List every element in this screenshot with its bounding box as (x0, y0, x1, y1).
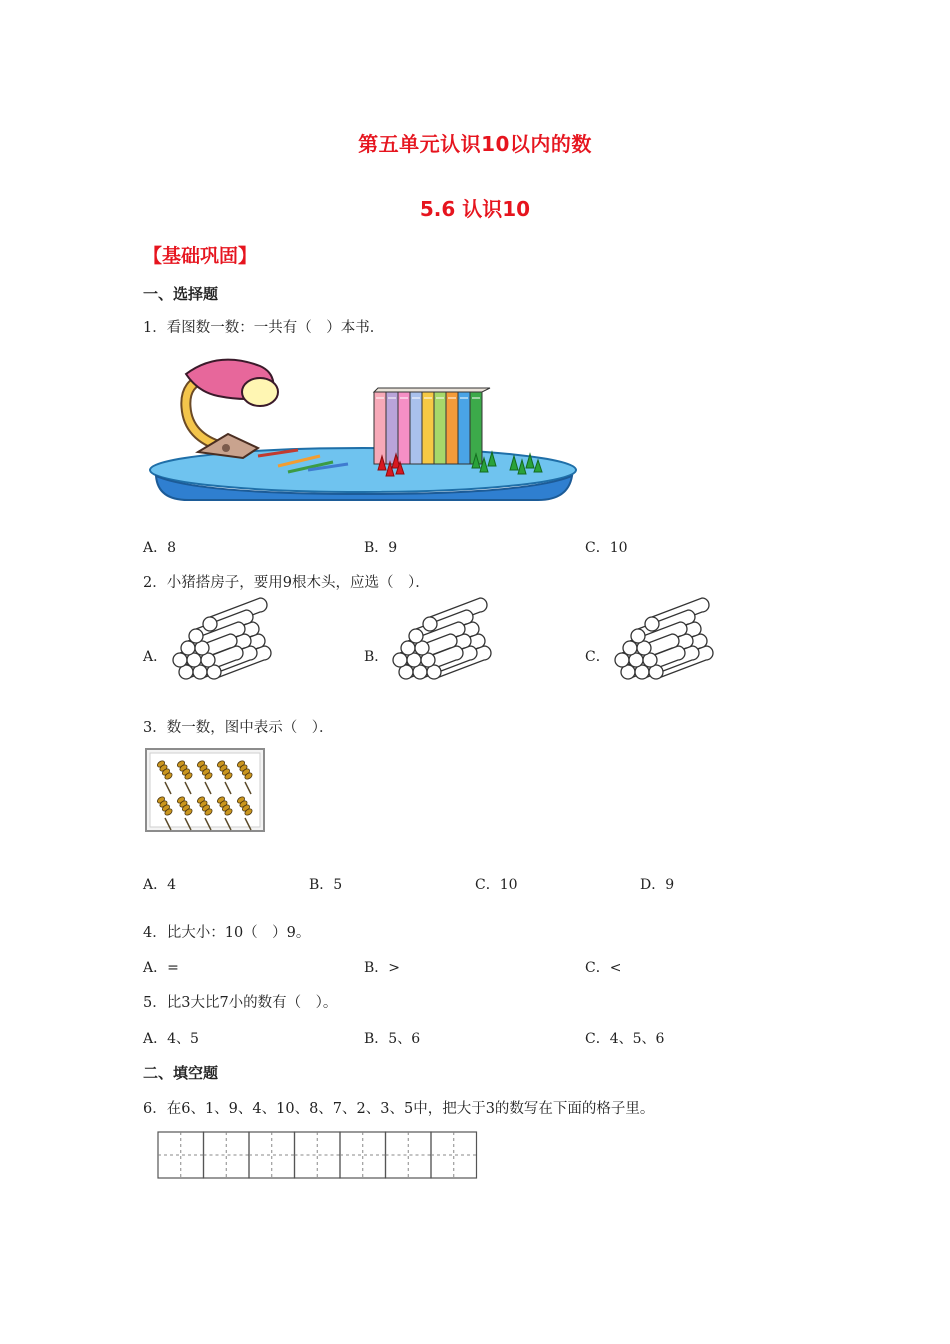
desk-lamp-books-illustration (148, 352, 578, 504)
q5-option-a[interactable]: A．4、5 (143, 1031, 199, 1047)
q2-option-b[interactable]: B． (364, 649, 389, 665)
answer-writing-grid[interactable] (157, 1131, 479, 1179)
log-end (615, 653, 629, 667)
log-end (645, 617, 659, 631)
q2-option-a[interactable]: A． (143, 649, 168, 665)
book-spine (410, 392, 422, 464)
log-end (401, 641, 415, 655)
log-pile-a-illustration (166, 598, 266, 688)
log-end (393, 653, 407, 667)
question-4-text: 4．比大小：10（ ）9。 (143, 925, 311, 941)
question-1-text: 1．看图数一数：一共有（ ）本书． (143, 320, 385, 336)
log-pile-c-illustration (608, 598, 708, 688)
q4-option-b[interactable]: B．> (364, 960, 401, 976)
book-spine (398, 392, 410, 464)
wheat-grid-illustration (145, 748, 265, 832)
q2-option-c[interactable]: C． (585, 649, 610, 665)
log-end (173, 653, 187, 667)
q1-option-c[interactable]: C．10 (585, 540, 628, 556)
log-end (423, 617, 437, 631)
section-badge: 【基础巩固】 (143, 245, 258, 267)
q1-option-a[interactable]: A．8 (143, 540, 177, 556)
q1-option-b[interactable]: B．9 (364, 540, 398, 556)
log-end (189, 629, 203, 643)
log-pile-b-illustration (386, 598, 486, 688)
section-heading-choice: 一、选择题 (143, 285, 219, 303)
q5-option-c[interactable]: C．4、5、6 (585, 1031, 665, 1047)
q3-option-c[interactable]: C．10 (475, 877, 518, 893)
q3-option-b[interactable]: B．5 (309, 877, 343, 893)
book-spine (458, 392, 470, 464)
q3-option-d[interactable]: D．9 (640, 877, 675, 893)
q3-option-a[interactable]: A．4 (143, 877, 177, 893)
book-spine (434, 392, 446, 464)
q4-option-a[interactable]: A．= (143, 960, 179, 976)
lesson-subtitle: 5.6 认识10 (419, 197, 531, 221)
book-spine (374, 392, 386, 464)
page-title: 第五单元认识10以内的数 (358, 132, 592, 156)
log-end (631, 629, 645, 643)
question-3-text: 3．数一数，图中表示（ ）． (143, 720, 334, 736)
question-5-text: 5．比3大比7小的数有（ ）。 (143, 995, 338, 1011)
q4-option-c[interactable]: C．< (585, 960, 622, 976)
q5-option-b[interactable]: B．5、6 (364, 1031, 421, 1047)
log-end (623, 641, 637, 655)
book-spine (446, 392, 458, 464)
section-heading-fill: 二、填空题 (143, 1064, 219, 1082)
question-2-text: 2．小猪搭房子，要用9根木头，应选（ ）． (143, 575, 430, 591)
book-spine (422, 392, 434, 464)
log-end (181, 641, 195, 655)
log-end (203, 617, 217, 631)
log-end (409, 629, 423, 643)
question-6-text: 6．在6、1、9、4、10、8、7、2、3、5中，把大于3的数写在下面的格子里。 (143, 1101, 655, 1117)
